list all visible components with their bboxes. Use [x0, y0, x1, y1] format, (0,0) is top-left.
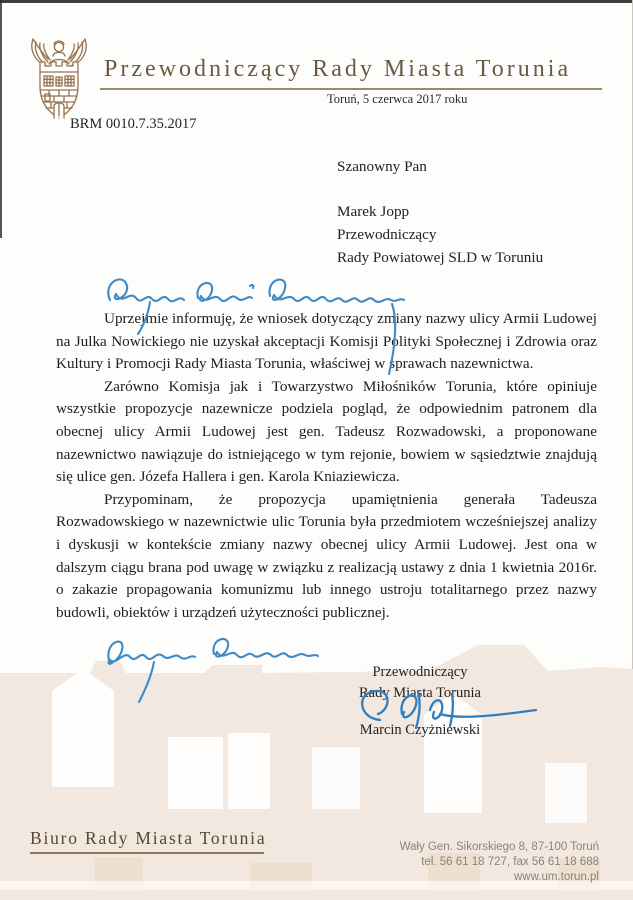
- signer-name: Marcin Czyżniewski: [359, 722, 481, 738]
- footer-office-rule: [30, 852, 264, 854]
- signature-scribble: [348, 684, 543, 734]
- footer-phone-fax: tel. 56 61 18 727, fax 56 61 18 688: [421, 856, 599, 868]
- handwritten-greeting: [92, 266, 432, 381]
- signer-title-line1: Przewodniczący: [372, 664, 468, 680]
- recipient-name: Marek Jopp: [337, 203, 410, 220]
- footer-office-title: Biuro Rady Miasta Torunia: [30, 828, 267, 848]
- recipient-organization: Rady Powiatowej SLD w Toruniu: [337, 249, 544, 266]
- paragraph-2: Zarówno Komisja jak i Towarzystwo Miłośników Torunia, które opiniuje wszystkie propozycje nazewnicze podziela pogląd, że odpowiednim patronem dla obecnej ulicy Armii Ludowej jest gen. Tadeusz Rozwadowski, a proponowane nazewnictwo nawiązuje do istniejącego w tym rejonie, bowiem w sąsiedztwie znajdują się ulice gen. Józefa Hallera i gen. Karola Kniaziewicza.: [56, 377, 597, 486]
- footer-website: www.um.torun.pl: [513, 871, 599, 883]
- date-line: Toruń, 5 czerwca 2017 roku: [327, 92, 468, 106]
- recipient-salutation: Szanowny Pan: [337, 158, 427, 175]
- recipient-title: Przewodniczący: [337, 226, 437, 243]
- scan-edge-top: [0, 0, 633, 3]
- scan-edge-left: [0, 0, 2, 238]
- handwritten-closing: [98, 624, 348, 709]
- footer-street-address: Wały Gen. Sikorskiego 8, 87-100 Toruń: [399, 841, 599, 853]
- letterhead-title: Przewodniczący Rady Miasta Torunia: [104, 56, 572, 82]
- recipient-gap: [337, 178, 543, 200]
- torun-crest-icon: [27, 36, 91, 122]
- footer-address-block: [400, 840, 599, 885]
- signer-title-line2: Rady Miasta Torunia: [359, 685, 481, 701]
- letterhead-rule: [100, 88, 602, 90]
- paragraph-3: Przypominam, że propozycja upamiętnienia generała Tadeusza Rozwadowskiego w nazewnictwie ulic Torunia była przedmiotem wcześniejszej analizy i dyskusji w kontekście zmiany nazwy obecnej ulicy Armii Ludowej. Jest ona w dalszym ciągu brana pod uwagę w związku z realizacją ustawy z dnia 1 kwietnia 2016r. o zakazie propagowania komunizmu lub innego ustroju totalitarnego przez nazwy budowli, obiektów i urządzeń użyteczności publicznej.: [56, 490, 597, 621]
- reference-number: BRM 0010.7.35.2017: [70, 116, 197, 132]
- paragraph-1: Uprzejmie informuję, że wniosek dotyczący zmiany nazwy ulicy Armii Ludowej na Julka Nowickiego nie uzyskał akceptacji Komisji Polityki Społecznej i Zdrowia oraz Kultury i Promocji Rady Miasta Torunia, właściwej w sprawach nazewnictwa.: [56, 310, 597, 373]
- recipient-block: [337, 155, 543, 269]
